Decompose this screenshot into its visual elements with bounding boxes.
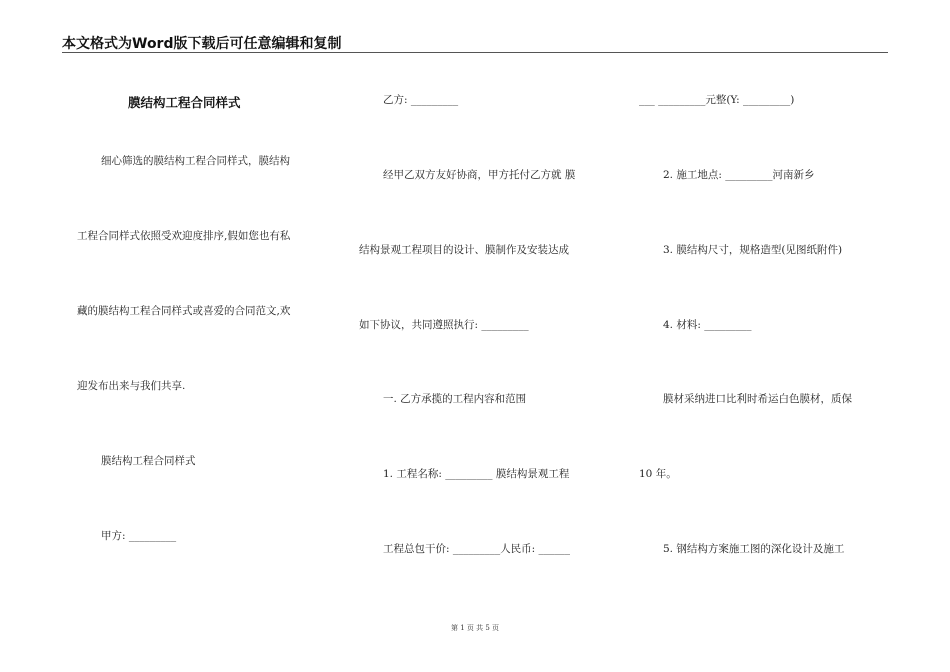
header-divider (62, 52, 888, 53)
col1-line-2: 工程合同样式依照受欢迎度排序,假如您也有私 (77, 230, 291, 242)
col2-line-3: 如下协议，共同遵照执行: _________ (359, 319, 529, 331)
col2-project-name: 1. 工程名称: _________ 膜结构景观工程 (383, 468, 570, 480)
page-footer: 第 1 页 共 5 页 (450, 624, 500, 632)
col2-section-1: 一. 乙方承揽的工程内容和范围 (383, 393, 527, 405)
col3-warranty: 10 年。 (639, 468, 677, 480)
page-header-title: 本文格式为Word版下载后可任意编辑和复制 (62, 36, 342, 52)
col2-line-2: 结构景观工程项目的设计、膜制作及安装达成 (359, 244, 569, 256)
col3-size: 3. 膜结构尺寸，规格造型(见图纸附件) (663, 244, 843, 256)
document-title: 膜结构工程合同样式 (128, 95, 241, 110)
col1-subtitle: 膜结构工程合同样式 (101, 455, 196, 467)
col1-line-1: 细心筛选的膜结构工程合同样式，膜结构 (101, 155, 290, 167)
col3-membrane: 膜材采纳进口比利时希运白色膜材，质保 (663, 393, 852, 405)
col3-steel-design: 5. 钢结构方案施工图的深化设计及施工 (663, 543, 845, 555)
col1-line-3: 藏的膜结构工程合同样式或喜爱的合同范文,欢 (77, 305, 291, 317)
col1-line-4: 迎发布出来与我们共享. (77, 380, 186, 392)
col3-material: 4. 材料: _________ (663, 319, 752, 331)
col2-party-b: 乙方: _________ (383, 94, 459, 106)
col3-amount: ___ _________元整(Y: _________) (639, 94, 795, 106)
col3-site: 2. 施工地点: _________河南新乡 (663, 169, 815, 181)
col2-total-price: 工程总包干价: _________人民币: ______ (383, 543, 571, 555)
col2-line-1: 经甲乙双方友好协商，甲方托付乙方就 膜 (383, 169, 576, 181)
col1-party-a: 甲方: _________ (101, 530, 177, 542)
